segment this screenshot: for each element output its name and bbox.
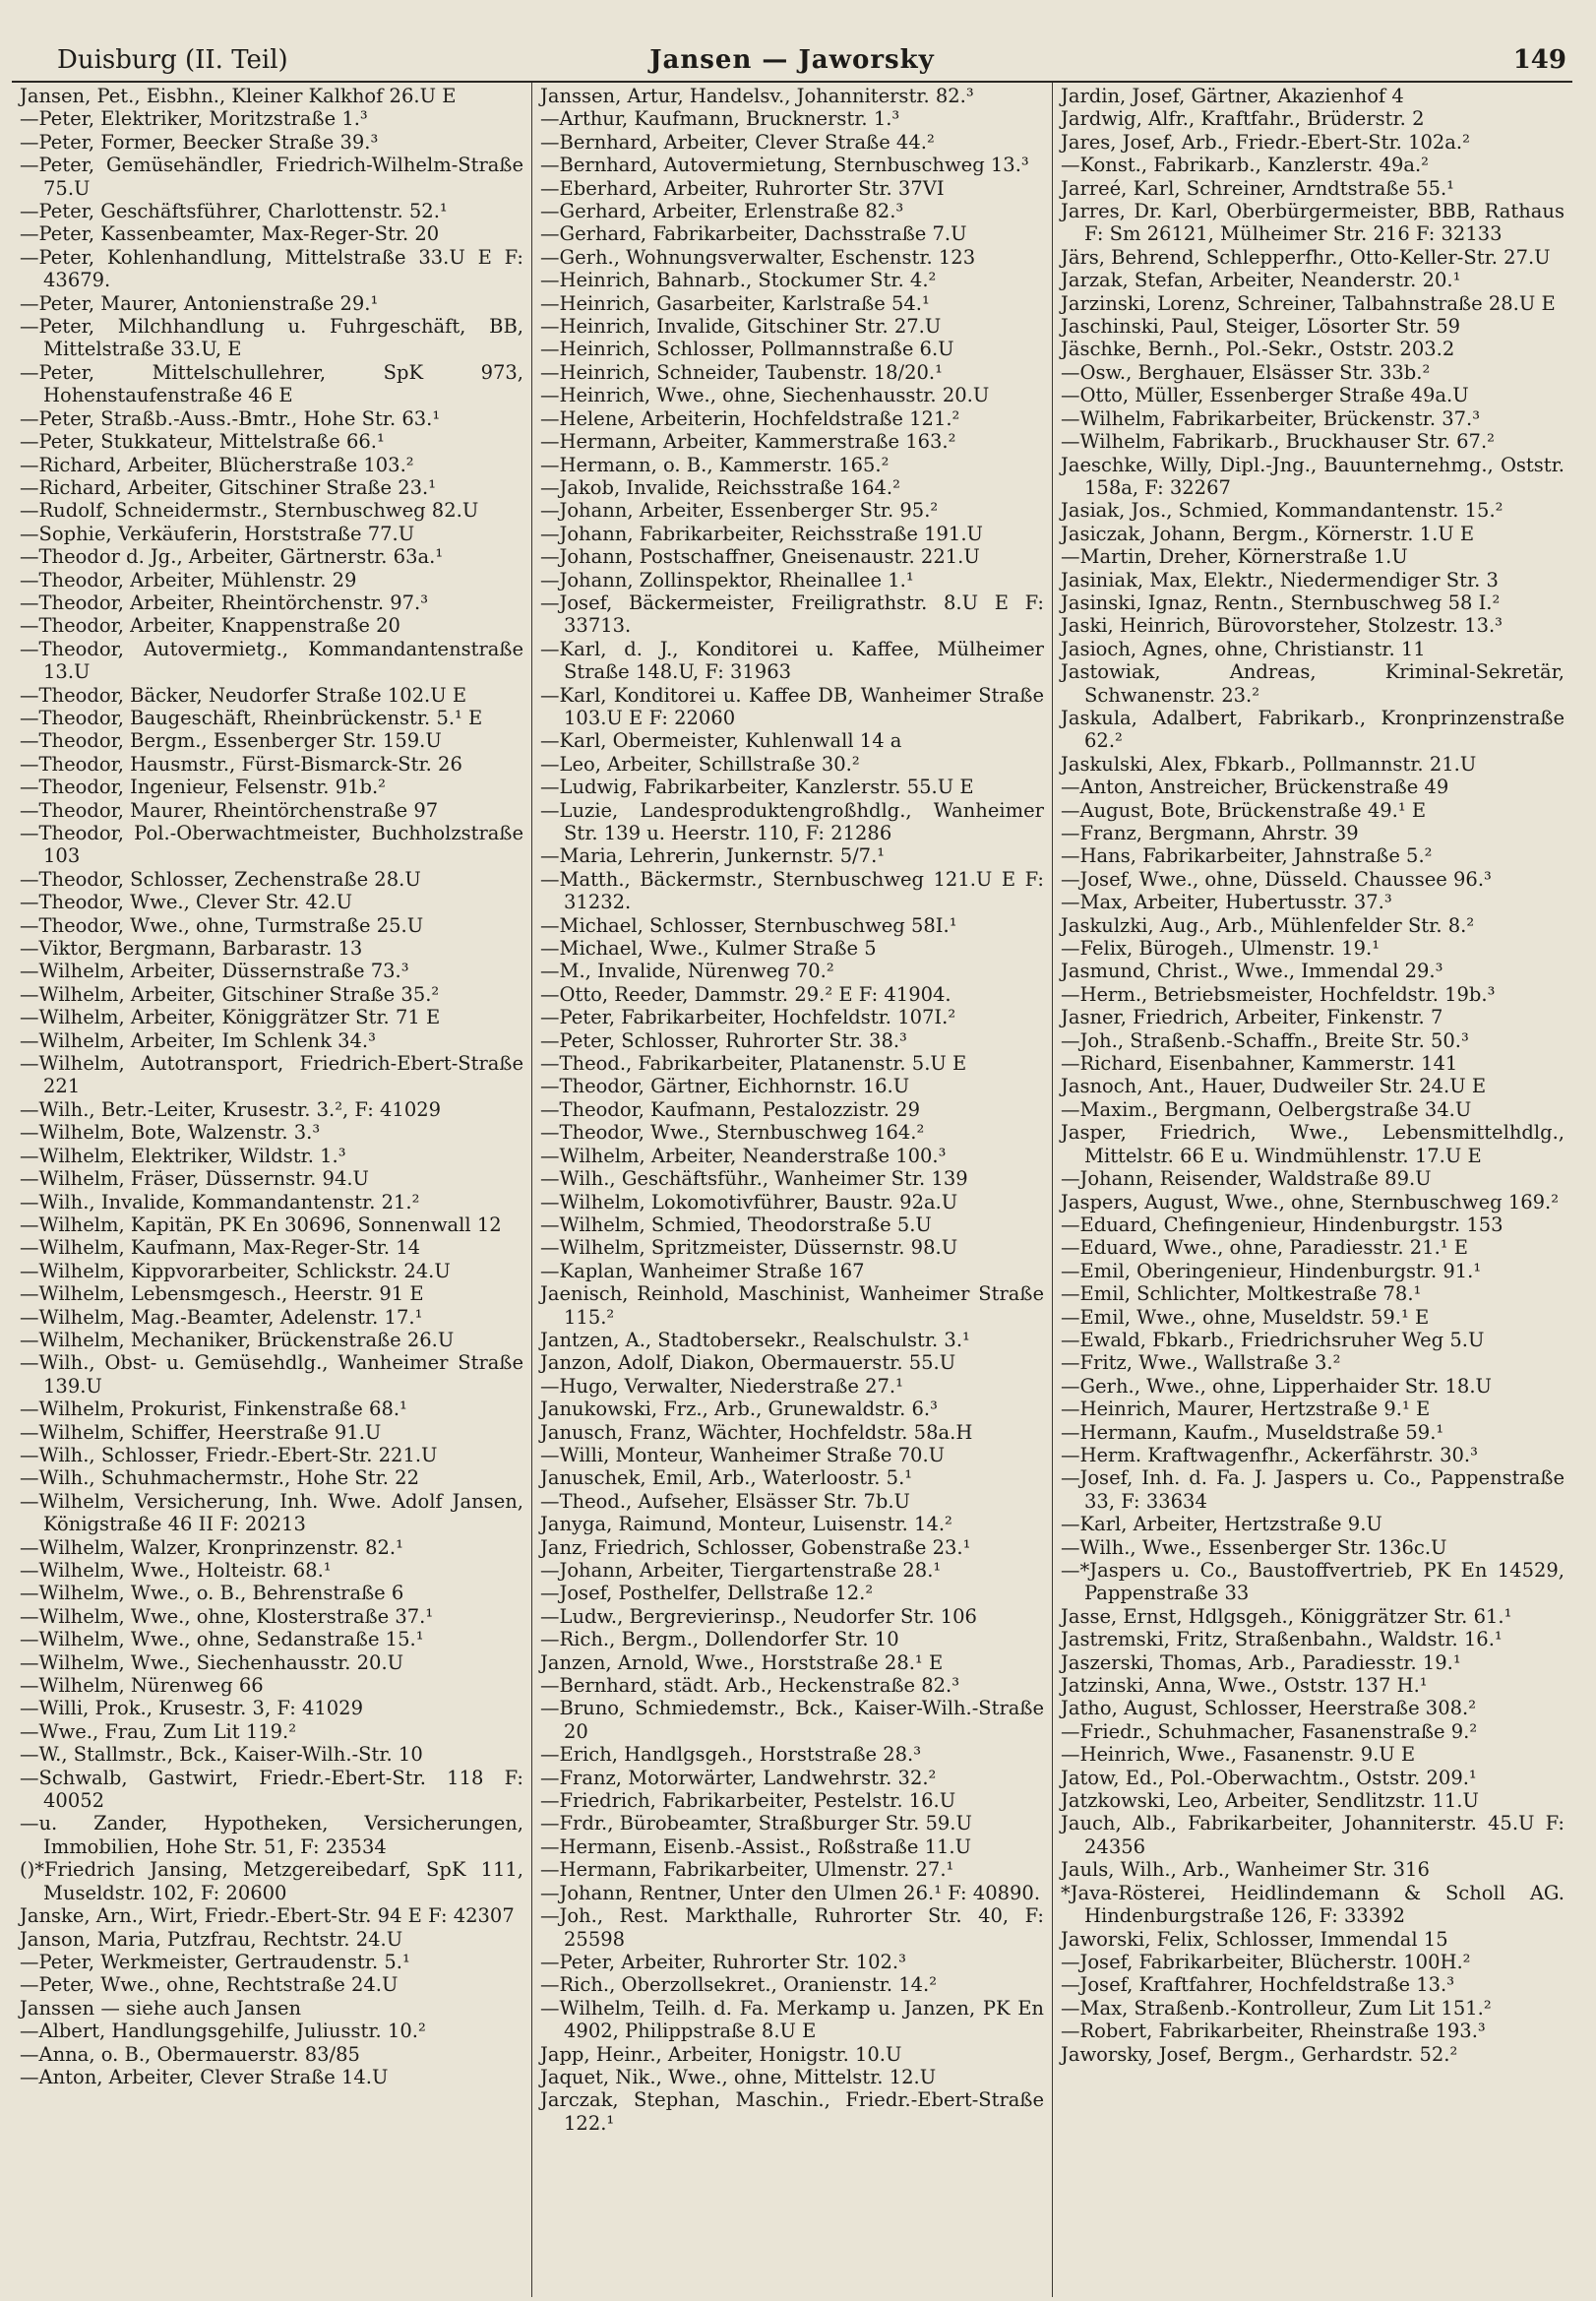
directory-entry: —Ewald, Fbkarb., Friedrichsruher Weg 5.U [1061, 1328, 1485, 1351]
directory-entry: Janukowski, Frz., Arb., Grunewaldstr. 6.³ [540, 1398, 938, 1421]
directory-entry: —Franz, Bergmann, Ahrstr. 39 [1061, 822, 1359, 844]
directory-entry: —Theodor, Autovermietg., Kommandantenstraße 13.U [20, 637, 523, 684]
directory-entry: Jasiczak, Johann, Bergm., Körnerstr. 1.U E [1061, 522, 1475, 545]
directory-entry: —Theodor d. Jg., Arbeiter, Gärtnerstr. 63a.¹ [20, 545, 444, 569]
directory-entry: Jasiak, Jos., Schmied, Kommandantenstr. 15.² [1061, 499, 1504, 523]
directory-entry: —Heinrich, Invalide, Gitschiner Str. 27.U [540, 315, 942, 339]
directory-entry: —Peter, Maurer, Antonienstraße 29.¹ [20, 291, 379, 315]
directory-entry: —Wilhelm, Wwe., Siechenhausstr. 20.U [20, 1650, 404, 1674]
directory-entry: —Wilh., Schlosser, Friedr.-Ebert-Str. 221.U [20, 1443, 438, 1466]
directory-entry: —Wilhelm, Autotransport, Friedrich-Ebert-Straße 221 [20, 1052, 523, 1098]
directory-entry: —Theodor, Hausmstr., Fürst-Bismarck-Str. 26 [20, 752, 462, 776]
directory-entry: —Wilhelm, Wwe., Holteistr. 68.¹ [20, 1559, 332, 1582]
directory-entry: —Anna, o. B., Obermauerstr. 83/85 [20, 2042, 360, 2066]
directory-entry: —Schwalb, Gastwirt, Friedr.-Ebert-Str. 118 F: 40052 [20, 1766, 523, 1813]
directory-entry: —Albert, Handlungsgehilfe, Juliusstr. 10.² [20, 2020, 426, 2043]
directory-entry: —Theodor, Kaufmann, Pestalozzistr. 29 [540, 1097, 920, 1121]
directory-entry: —Richard, Eisenbahner, Kammerstr. 141 [1061, 1052, 1458, 1076]
directory-entry: Janzen, Arnold, Wwe., Horststraße 28.¹ E [540, 1650, 944, 1674]
column-right [1052, 83, 1572, 2297]
directory-entry: —Josef, Inh. d. Fa. J. Jaspers u. Co., Pappenstraße 33, F: 33634 [1061, 1466, 1565, 1513]
directory-entry: —Michael, Schlosser, Sternbuschweg 58I.¹ [540, 913, 957, 937]
directory-entry: Jarreé, Karl, Schreiner, Arndtstraße 55.¹ [1061, 176, 1454, 200]
directory-entry: —Fritz, Wwe., Wallstraße 3.² [1061, 1351, 1341, 1375]
directory-entry: —Peter, Kassenbeamter, Max-Reger-Str. 20 [20, 222, 440, 246]
directory-entry: —Leo, Arbeiter, Schillstraße 30.² [540, 752, 860, 776]
directory-entry: Jardwig, Alfr., Kraftfahr., Brüderstr. 2 [1061, 107, 1425, 131]
directory-entry: —Wilhelm, Wwe., ohne, Klosterstraße 37.¹ [20, 1604, 434, 1628]
directory-entry: —Wilhelm, Fabrikarb., Bruckhauser Str. 67.² [1061, 430, 1495, 454]
directory-entry: —Gerhard, Fabrikarbeiter, Dachsstraße 7.U [540, 222, 967, 246]
directory-entry: Jaszerski, Thomas, Arb., Paradiesstr. 19.¹ [1061, 1650, 1461, 1674]
directory-entry: —Hermann, Arbeiter, Kammerstraße 163.² [540, 430, 956, 454]
directory-entry: —Emil, Oberingenieur, Hindenburgstr. 91.¹ [1061, 1259, 1482, 1282]
directory-entry: —Eberhard, Arbeiter, Ruhrorter Str. 37VI [540, 176, 945, 200]
directory-entry: —Peter, Stukkateur, Mittelstraße 66.¹ [20, 430, 385, 454]
directory-entry: —Theodor, Gärtner, Eichhornstr. 16.U [540, 1075, 910, 1098]
directory-entry: —Wilhelm, Kaufmann, Max-Reger-Str. 14 [20, 1236, 421, 1260]
directory-entry: Jarczak, Stephan, Maschin., Friedr.-Ebert-Straße 122.¹ [540, 2088, 1044, 2135]
directory-entry: Jarzinski, Lorenz, Schreiner, Talbahnstraße 28.U E [1061, 291, 1556, 315]
directory-entry: Jaschinski, Paul, Steiger, Lösorter Str. 59 [1061, 315, 1461, 339]
directory-entry: Jasse, Ernst, Hdlgsgeh., Königgrätzer Str. 61.¹ [1061, 1604, 1512, 1628]
directory-entry: —*Jaspers u. Co., Baustoffvertrieb, PK En 14529, Pappenstraße 33 [1061, 1559, 1565, 1605]
directory-entry: —Josef, Wwe., ohne, Düsseld. Chaussee 96.³ [1061, 867, 1492, 891]
directory-entry: —Karl, Obermeister, Kuhlenwall 14 a [540, 729, 902, 753]
directory-entry: —Theodor, Bergm., Essenberger Str. 159.U [20, 729, 442, 753]
directory-entry: —Hermann, Kaufm., Museldstraße 59.¹ [1061, 1420, 1444, 1444]
directory-entry: —Wilhelm, Schiffer, Heerstraße 91.U [20, 1420, 382, 1444]
directory-entry: —Johann, Fabrikarbeiter, Reichsstraße 191.U [540, 522, 983, 545]
directory-entry: —Wilhelm, Schmied, Theodorstraße 5.U [540, 1213, 932, 1236]
directory-entry: —Theodor, Arbeiter, Rheintörchenstr. 97.³ [20, 591, 429, 614]
directory-entry: —Heinrich, Wwe., Fasanenstr. 9.U E [1061, 1743, 1416, 1767]
directory-entry: Januschek, Emil, Arb., Waterloostr. 5.¹ [540, 1466, 913, 1490]
directory-entry: —Hermann, Eisenb.-Assist., Roßstraße 11.U [540, 1835, 972, 1858]
directory-entry: —Theodor, Maurer, Rheintörchenstraße 97 [20, 798, 439, 822]
directory-entry: —Karl, Arbeiter, Hertzstraße 9.U [1061, 1513, 1382, 1536]
directory-entry: —Wilhelm, Arbeiter, Neanderstraße 100.³ [540, 1144, 947, 1167]
directory-entry: —Rudolf, Schneidermstr., Sternbuschweg 82.U [20, 499, 479, 523]
directory-entry: —Bernhard, Autovermietung, Sternbuschweg 13.³ [540, 154, 1029, 177]
directory-entry: —Johann, Arbeiter, Tiergartenstraße 28.¹ [540, 1559, 942, 1582]
directory-entry: —Herm. Kraftwagenfhr., Ackerfährstr. 30.³ [1061, 1443, 1478, 1466]
directory-entry: —Peter, Milchhandlung u. Fuhrgeschäft, BB, Mittelstraße 33.U, E [20, 315, 523, 361]
directory-entry: —Joh., Straßenb.-Schaffn., Breite Str. 50.³ [1061, 1028, 1469, 1052]
directory-entry: ()*Friedrich Jansing, Metzgereibedarf, SpK 111, Museldstr. 102, F: 20600 [20, 1858, 523, 1904]
directory-entry: —Wilhelm, Mag.-Beamter, Adelenstr. 17.¹ [20, 1305, 423, 1329]
directory-entry: —Viktor, Bergmann, Barbarastr. 13 [20, 937, 363, 961]
directory-entry: —Willi, Monteur, Wanheimer Straße 70.U [540, 1443, 946, 1466]
directory-entry: —Friedrich, Fabrikarbeiter, Pestelstr. 16.U [540, 1789, 956, 1813]
directory-entry: —Bernhard, städt. Arb., Heckenstraße 82.³ [540, 1674, 960, 1698]
directory-entry: —Peter, Arbeiter, Ruhrorter Str. 102.³ [540, 1950, 906, 1973]
directory-entry: —Karl, d. J., Konditorei u. Kaffee, Mülheimer Straße 148.U, F: 31963 [540, 637, 1044, 684]
directory-entry: Jasinski, Ignaz, Rentn., Sternbuschweg 58 I.² [1061, 591, 1501, 614]
directory-entry: —Emil, Wwe., ohne, Museldstr. 59.¹ E [1061, 1305, 1430, 1329]
directory-entry: —Heinrich, Wwe., ohne, Siechenhausstr. 20.U [540, 384, 990, 407]
directory-entry: —Friedr., Schuhmacher, Fasanenstraße 9.² [1061, 1719, 1478, 1743]
directory-entry: Janson, Maria, Putzfrau, Rechtstr. 24.U [20, 1927, 403, 1951]
directory-entry: —Maria, Lehrerin, Junkernstr. 5/7.¹ [540, 844, 886, 868]
directory-entry: —Theodor, Wwe., ohne, Turmstraße 25.U [20, 913, 424, 937]
directory-entry: —Wilhelm, Prokurist, Finkenstraße 68.¹ [20, 1398, 407, 1421]
directory-entry: —Emil, Schlichter, Moltkestraße 78.¹ [1061, 1282, 1422, 1306]
directory-entry: —Hermann, o. B., Kammerstr. 165.² [540, 453, 890, 476]
directory-entry: —Wilhelm, Wwe., o. B., Behrenstraße 6 [20, 1582, 404, 1605]
directory-entry: —Richard, Arbeiter, Blücherstraße 103.² [20, 453, 414, 476]
directory-entry: —Theodor, Pol.-Oberwachtmeister, Buchholzstraße 103 [20, 822, 523, 868]
directory-entry: —Johann, Arbeiter, Essenberger Str. 95.² [540, 499, 939, 523]
directory-entry: —Josef, Fabrikarbeiter, Blücherstr. 100H.² [1061, 1950, 1471, 1973]
directory-entry: —Johann, Postschaffner, Gneisenaustr. 221.U [540, 545, 980, 569]
directory-entry: *Java-Rösterei, Heidlindemann & Scholl AG. Hindenburgstraße 126, F: 33392 [1061, 1881, 1565, 1928]
directory-entry: —Theod., Fabrikarbeiter, Platanenstr. 5.U E [540, 1052, 967, 1076]
directory-entry: —Matth., Bäckermstr., Sternbuschweg 121.U E F: 31232. [540, 867, 1044, 914]
directory-entry: Jauch, Alb., Fabrikarbeiter, Johanniterstr. 45.U F: 24356 [1061, 1812, 1565, 1858]
directory-entry: —Heinrich, Schneider, Taubenstr. 18/20.¹ [540, 360, 943, 384]
directory-entry: —Peter, Wwe., ohne, Rechtstraße 24.U [20, 1973, 399, 1997]
directory-entry: —Michael, Wwe., Kulmer Straße 5 [540, 937, 877, 961]
directory-entry: —Peter, Geschäftsführer, Charlottenstr. 52.¹ [20, 200, 448, 223]
directory-entry: Janzon, Adolf, Diakon, Obermauerstr. 55.U [540, 1351, 956, 1375]
directory-entry: —Anton, Anstreicher, Brückenstraße 49 [1061, 776, 1449, 799]
directory-entry: —Herm., Betriebsmeister, Hochfeldstr. 19b.³ [1061, 982, 1496, 1006]
directory-entry: —Arthur, Kaufmann, Brucknerstr. 1.³ [540, 107, 900, 131]
column-left [12, 83, 531, 2297]
directory-entry: —Otto, Reeder, Dammstr. 29.² E F: 41904. [540, 982, 951, 1006]
directory-entry: —Hans, Fabrikarbeiter, Jahnstraße 5.² [1061, 844, 1433, 868]
directory-entry: Jasnoch, Ant., Hauer, Dudweiler Str. 24.U E [1061, 1075, 1487, 1098]
directory-entry: —Theodor, Ingenieur, Felsenstr. 91b.² [20, 776, 386, 799]
directory-entry: —Max, Straßenb.-Kontrolleur, Zum Lit 151.² [1061, 1996, 1492, 2020]
directory-entry: —Johann, Zollinspektor, Rheinallee 1.¹ [540, 568, 914, 591]
header-name-range: Jansen — Jaworsky [649, 45, 935, 75]
directory-entry: —Wilh., Invalide, Kommandantenstr. 21.² [20, 1190, 420, 1213]
directory-entry: —Rich., Bergm., Dollendorfer Str. 10 [540, 1628, 899, 1651]
directory-entry: —Wilhelm, Versicherung, Inh. Wwe. Adolf Jansen, Königstraße 46 II F: 20213 [20, 1489, 523, 1536]
directory-entry: Jastowiak, Andreas, Kriminal-Sekretär, Schwanenstr. 23.² [1061, 660, 1565, 707]
directory-entry: —Peter, Kohlenhandlung, Mittelstraße 33.U E F: 43679. [20, 245, 523, 292]
directory-entry: —Sophie, Verkäuferin, Horststraße 77.U [20, 522, 415, 545]
directory-entry: —Gerh., Wwe., ohne, Lipperhaider Str. 18.U [1061, 1374, 1492, 1398]
directory-entry: —Wilh., Geschäftsführ., Wanheimer Str. 139 [540, 1167, 968, 1191]
directory-entry: —Helene, Arbeiterin, Hochfeldstraße 121.² [540, 406, 960, 430]
directory-entry: Jarzak, Stefan, Arbeiter, Neanderstr. 20.¹ [1061, 269, 1461, 292]
directory-entry: —Peter, Gemüsehändler, Friedrich-Wilhelm-Straße 75.U [20, 154, 523, 200]
directory-entry: —Frdr., Bürobeamter, Straßburger Str. 59.U [540, 1812, 972, 1835]
directory-entry: Janssen — siehe auch Jansen [20, 1996, 302, 2020]
directory-entry: —Felix, Bürogeh., Ulmenstr. 19.¹ [1061, 937, 1381, 961]
header-city: Duisburg (II. Teil) [57, 45, 288, 75]
directory-entry: —Erich, Handlgsgeh., Horststraße 28.³ [540, 1743, 922, 1767]
directory-entry: —Wilhelm, Kippvorarbeiter, Schlickstr. 24.U [20, 1259, 451, 1282]
directory-entry: Jaspers, August, Wwe., ohne, Sternbuschweg 169.² [1061, 1190, 1560, 1213]
directory-entry: —Heinrich, Schlosser, Pollmannstraße 6.U [540, 338, 954, 361]
directory-entry: —Gerh., Wohnungsverwalter, Eschenstr. 123 [540, 245, 976, 269]
directory-entry: —u. Zander, Hypotheken, Versicherungen, Immobilien, Hohe Str. 51, F: 23534 [20, 1812, 523, 1858]
directory-entry: —Peter, Straßb.-Auss.-Bmtr., Hohe Str. 63.¹ [20, 406, 441, 430]
directory-entry: —Joh., Rest. Markthalle, Ruhrorter Str. 40, F: 25598 [540, 1904, 1044, 1951]
directory-entry: —Kaplan, Wanheimer Straße 167 [540, 1259, 865, 1282]
directory-entry: —Wilhelm, Arbeiter, Königgrätzer Str. 71 E [20, 1006, 441, 1029]
directory-entry: Janusch, Franz, Wächter, Hochfeldstr. 58a.H [540, 1420, 973, 1444]
directory-entry: Jaskulski, Alex, Fbkarb., Pollmannstr. 21.U [1061, 752, 1477, 776]
directory-entry: —Eduard, Wwe., ohne, Paradiesstr. 21.¹ E [1061, 1236, 1469, 1260]
directory-entry: —Gerhard, Arbeiter, Erlenstraße 82.³ [540, 200, 904, 223]
directory-entry: Janz, Friedrich, Schlosser, Gobenstraße 23.¹ [540, 1535, 971, 1559]
directory-entry: Jaeschke, Willy, Dipl.-Jng., Bauunternehmg., Oststr. 158a, F: 32267 [1061, 453, 1565, 499]
directory-entry: —Theodor, Arbeiter, Knappenstraße 20 [20, 614, 400, 638]
directory-entry: Jansen, Pet., Eisbhn., Kleiner Kalkhof 26.U E [20, 85, 457, 107]
directory-entry: —Wilhelm, Fabrikarbeiter, Brückenstr. 37.³ [1061, 406, 1481, 430]
directory-entry: —Otto, Müller, Essenberger Straße 49a.U [1061, 384, 1469, 407]
directory-entry: Jarres, Dr. Karl, Oberbürgermeister, BBB, Rathaus F: Sm 26121, Mülheimer Str. 216 F: 32133 [1061, 200, 1565, 246]
directory-entry: Jatzinski, Anna, Wwe., Oststr. 137 H.¹ [1061, 1674, 1428, 1698]
directory-entry: —Osw., Berghauer, Elsässer Str. 33b.² [1061, 360, 1431, 384]
directory-entry: —Wilh., Wwe., Essenberger Str. 136c.U [1061, 1535, 1447, 1559]
directory-entry: —Theodor, Arbeiter, Mühlenstr. 29 [20, 568, 357, 591]
directory-entry: —Wilh., Betr.-Leiter, Krusestr. 3.², F: 41029 [20, 1097, 442, 1121]
directory-entry: —Wwe., Frau, Zum Lit 119.² [20, 1719, 297, 1743]
directory-entry: Jasner, Friedrich, Arbeiter, Finkenstr. 7 [1061, 1006, 1443, 1029]
directory-entry: Jaski, Heinrich, Bürovorsteher, Stolzestr. 13.³ [1061, 614, 1503, 638]
directory-entry: —August, Bote, Brückenstraße 49.¹ E [1061, 798, 1427, 822]
directory-entry: —Josef, Bäckermeister, Freiligrathstr. 8.U E F: 33713. [540, 591, 1044, 638]
directory-entry: Jasper, Friedrich, Wwe., Lebensmittelhdlg., Mittelstr. 66 E u. Windmühlenstr. 17.U E [1061, 1121, 1565, 1167]
directory-entry: Jasioch, Agnes, ohne, Christianstr. 11 [1061, 637, 1426, 660]
directory-entry: —Maxim., Bergmann, Oelbergstraße 34.U [1061, 1097, 1472, 1121]
directory-entry: Jaskulzki, Aug., Arb., Mühlenfelder Str. 8.² [1061, 913, 1475, 937]
directory-entry: —Ludw., Bergrevierinsp., Neudorfer Str. 106 [540, 1604, 977, 1628]
directory-entry: Janyga, Raimund, Monteur, Luisenstr. 14.² [540, 1513, 952, 1536]
directory-entry: Jares, Josef, Arb., Friedr.-Ebert-Str. 102a.² [1061, 130, 1470, 154]
directory-entry: —Theodor, Schlosser, Zechenstraße 28.U [20, 867, 421, 891]
directory-entry: —Heinrich, Maurer, Hertzstraße 9.¹ E [1061, 1398, 1431, 1421]
directory-entry: —Josef, Posthelfer, Dellstraße 12.² [540, 1582, 874, 1605]
directory-entry: —Wilhelm, Fräser, Düssernstr. 94.U [20, 1167, 369, 1191]
directory-entry: Janssen, Artur, Handelsv., Johanniterstr. 82.³ [540, 85, 974, 107]
directory-entry: —Wilhelm, Kapitän, PK En 30696, Sonnenwall 12 [20, 1213, 502, 1236]
directory-entry: Järs, Behrend, Schlepperfhr., Otto-Keller-Str. 27.U [1061, 245, 1551, 269]
directory-entry: —Wilh., Obst- u. Gemüsehdlg., Wanheimer Straße 139.U [20, 1351, 523, 1398]
directory-columns [12, 83, 1572, 2297]
directory-entry: —Hermann, Fabrikarbeiter, Ulmenstr. 27.¹ [540, 1858, 954, 1882]
directory-entry: —Theodor, Baugeschäft, Rheinbrückenstr. 5.¹ E [20, 706, 483, 729]
directory-entry: Janske, Arn., Wirt, Friedr.-Ebert-Str. 94 E F: 42307 [20, 1904, 515, 1928]
directory-entry: Jaworsky, Josef, Bergm., Gerhardstr. 52.² [1061, 2042, 1458, 2066]
directory-entry: Jaquet, Nik., Wwe., ohne, Mittelstr. 12.U [540, 2065, 937, 2088]
directory-entry: Jatzkowski, Leo, Arbeiter, Sendlitzstr. 11.U [1061, 1789, 1479, 1813]
directory-entry: —Anton, Arbeiter, Clever Straße 14.U [20, 2065, 389, 2088]
directory-entry: —Wilhelm, Walzer, Kronprinzenstr. 82.¹ [20, 1535, 403, 1559]
directory-entry: —Jakob, Invalide, Reichsstraße 164.² [540, 475, 900, 499]
directory-entry: Jatow, Ed., Pol.-Oberwachtm., Oststr. 209.¹ [1061, 1766, 1477, 1789]
directory-entry: —Willi, Prok., Krusestr. 3, F: 41029 [20, 1697, 363, 1720]
directory-entry: —Heinrich, Gasarbeiter, Karlstraße 54.¹ [540, 291, 930, 315]
directory-entry: Jasmund, Christ., Wwe., Immendal 29.³ [1061, 960, 1443, 983]
directory-entry: —Heinrich, Bahnarb., Stockumer Str. 4.² [540, 269, 937, 292]
directory-entry: Jauls, Wilh., Arb., Wanheimer Str. 316 [1061, 1858, 1430, 1882]
directory-entry: Jaskula, Adalbert, Fabrikarb., Kronprinzenstraße 62.² [1061, 706, 1565, 753]
directory-entry: —Wilhelm, Arbeiter, Gitschiner Straße 35.² [20, 982, 440, 1006]
directory-entry: —Wilhelm, Arbeiter, Düssernstraße 73.³ [20, 960, 409, 983]
directory-entry: —Peter, Former, Beecker Straße 39.³ [20, 130, 379, 154]
directory-entry: —Robert, Fabrikarbeiter, Rheinstraße 193.³ [1061, 2020, 1486, 2043]
directory-entry: —Wilhelm, Bote, Walzenstr. 3.³ [20, 1121, 321, 1145]
directory-entry: —Konst., Fabrikarb., Kanzlerstr. 49a.² [1061, 154, 1429, 177]
directory-entry: —Ludwig, Fabrikarbeiter, Kanzlerstr. 55.U E [540, 776, 974, 799]
directory-entry: —Max, Arbeiter, Hubertusstr. 37.³ [1061, 891, 1392, 914]
directory-entry: —Wilh., Schuhmachermstr., Hohe Str. 22 [20, 1466, 419, 1490]
directory-entry: —Theod., Aufseher, Elsässer Str. 7b.U [540, 1489, 910, 1513]
directory-entry: Jäschke, Bernh., Pol.-Sekr., Oststr. 203.2 [1061, 338, 1455, 361]
directory-entry: Jasiniak, Max, Elektr., Niedermendiger Str. 3 [1061, 568, 1499, 591]
directory-entry: —Luzie, Landesproduktengroßhdlg., Wanheimer Str. 139 u. Heerstr. 110, F: 21286 [540, 798, 1044, 844]
directory-entry: Japp, Heinr., Arbeiter, Honigstr. 10.U [540, 2042, 902, 2066]
directory-entry: —Hugo, Verwalter, Niederstraße 27.¹ [540, 1374, 903, 1398]
directory-entry: —Wilhelm, Arbeiter, Im Schlenk 34.³ [20, 1028, 376, 1052]
directory-entry: Jastremski, Fritz, Straßenbahn., Waldstr. 16.¹ [1061, 1628, 1503, 1651]
directory-entry: —W., Stallmstr., Bck., Kaiser-Wilh.-Str. 10 [20, 1743, 423, 1767]
directory-entry: —Eduard, Chefingenieur, Hindenburgstr. 153 [1061, 1213, 1504, 1236]
directory-entry: —Franz, Motorwärter, Landwehrstr. 32.² [540, 1766, 937, 1789]
directory-entry: —Johann, Reisender, Waldstraße 89.U [1061, 1167, 1432, 1191]
directory-entry: —Peter, Mittelschullehrer, SpK 973, Hohenstaufenstraße 46 E [20, 360, 523, 407]
directory-entry: —Wilhelm, Lebensmgesch., Heerstr. 91 E [20, 1282, 424, 1306]
directory-entry: —Josef, Kraftfahrer, Hochfeldstraße 13.³ [1061, 1973, 1455, 1997]
directory-entry: —Peter, Schlosser, Ruhrorter Str. 38.³ [540, 1028, 907, 1052]
directory-entry: —Bernhard, Arbeiter, Clever Straße 44.² [540, 130, 935, 154]
directory-entry: —Wilhelm, Wwe., ohne, Sedanstraße 15.¹ [20, 1628, 424, 1651]
directory-entry: —Wilhelm, Elektriker, Wildstr. 1.³ [20, 1144, 346, 1167]
directory-entry: —Wilhelm, Lokomotivführer, Baustr. 92a.U [540, 1190, 958, 1213]
directory-entry: —Theodor, Wwe., Clever Str. 42.U [20, 891, 353, 914]
directory-entry: Jatho, August, Schlosser, Heerstraße 308.² [1061, 1697, 1477, 1720]
directory-entry: —Wilhelm, Teilh. d. Fa. Merkamp u. Janzen, PK En 4902, Philippstraße 8.U E [540, 1996, 1044, 2043]
directory-entry: —Theodor, Bäcker, Neudorfer Straße 102.U E [20, 683, 467, 707]
page-header [12, 39, 1572, 83]
directory-entry: Jantzen, A., Stadtobersekr., Realschulstr. 3.¹ [540, 1328, 970, 1351]
directory-entry: —Theodor, Wwe., Sternbuschweg 164.² [540, 1121, 925, 1145]
directory-entry: —Wilhelm, Mechaniker, Brückenstraße 26.U [20, 1328, 455, 1351]
directory-entry: —Peter, Werkmeister, Gertraudenstr. 5.¹ [20, 1950, 410, 1973]
column-middle [531, 83, 1052, 2297]
directory-entry: —Richard, Arbeiter, Gitschiner Straße 23.¹ [20, 475, 437, 499]
directory-entry: —Johann, Rentner, Unter den Ulmen 26.¹ F: 40890. [540, 1881, 1041, 1904]
directory-entry: —Bruno, Schmiedemstr., Bck., Kaiser-Wilh.-Straße 20 [540, 1697, 1044, 1743]
directory-entry: —M., Invalide, Nürenweg 70.² [540, 960, 834, 983]
directory-entry: —Wilhelm, Spritzmeister, Düssernstr. 98.U [540, 1236, 958, 1260]
page-number: 149 [1512, 45, 1566, 75]
directory-entry: —Peter, Elektriker, Moritzstraße 1.³ [20, 107, 368, 131]
directory-entry: —Martin, Dreher, Körnerstraße 1.U [1061, 545, 1408, 569]
directory-entry: Jaenisch, Reinhold, Maschinist, Wanheimer Straße 115.² [540, 1282, 1044, 1329]
directory-entry: —Wilhelm, Nürenweg 66 [20, 1674, 264, 1698]
directory-entry: Jardin, Josef, Gärtner, Akazienhof 4 [1061, 85, 1404, 107]
directory-entry: —Peter, Fabrikarbeiter, Hochfeldstr. 107I.² [540, 1006, 956, 1029]
directory-entry: —Karl, Konditorei u. Kaffee DB, Wanheimer Straße 103.U E F: 22060 [540, 683, 1044, 729]
directory-entry: —Rich., Oberzollsekret., Oranienstr. 14.² [540, 1973, 938, 1997]
directory-entry: Jaworski, Felix, Schlosser, Immendal 15 [1061, 1927, 1448, 1951]
